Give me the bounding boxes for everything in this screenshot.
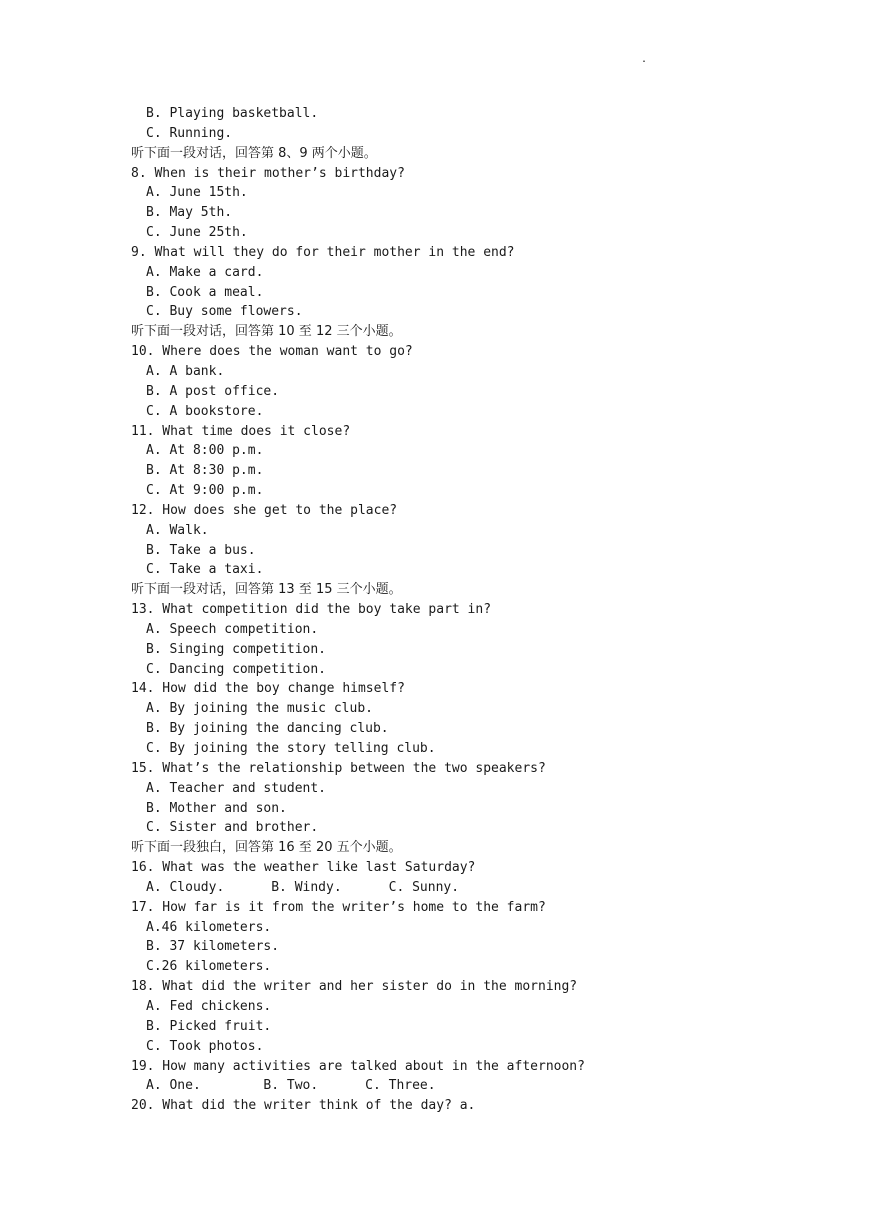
question-text: 11. What time does it close? (131, 423, 351, 439)
question-text: 8. When is their mother’s birthday? (131, 165, 405, 181)
answer-option: B. 37 kilometers. (146, 939, 280, 955)
question-text: 18. What did the writer and her sister do in the morning? (131, 979, 578, 995)
answer-option: A. At 8:00 p.m. (146, 443, 264, 459)
question-text: 17. How far is it from the writer’s home to the farm? (131, 899, 546, 915)
answer-option: B. May 5th. (146, 205, 233, 221)
answer-option: A.46 kilometers. (146, 919, 272, 935)
question-text: 13. What competition did the boy take part in? (131, 602, 492, 618)
answer-option: B. Mother and son. (146, 800, 287, 816)
answer-option: A. By joining the music club. (146, 701, 373, 717)
section-instruction: 听下面一段对话，回答第 10 至 12 三个小题。 (131, 324, 402, 340)
answer-option: A. Cloudy. B. Windy. C. Sunny. (146, 879, 460, 895)
answer-option: C.26 kilometers. (146, 959, 272, 975)
answer-option: C. Running. (146, 125, 233, 141)
question-text: 19. How many activities are talked about in the afternoon? (131, 1058, 585, 1074)
answer-option: C. By joining the story telling club. (146, 741, 436, 756)
question-text: 20. What did the writer think of the day? a. (131, 1098, 476, 1114)
answer-option: C. At 9:00 p.m. (146, 483, 264, 499)
answer-option: C. Took photos. (146, 1038, 264, 1054)
question-text: 12. How does she get to the place? (131, 502, 398, 518)
section-instruction: 听下面一段对话，回答第 13 至 15 三个小题。 (131, 582, 402, 598)
answer-option: A. A bank. (146, 363, 225, 379)
answer-option: A. Fed chickens. (146, 998, 272, 1014)
answer-option: B. Cook a meal. (146, 284, 264, 300)
answer-option: A. June 15th. (146, 185, 248, 201)
question-text: 9. What will they do for their mother in the end? (131, 244, 515, 260)
question-text: 10. Where does the woman want to go? (131, 344, 413, 360)
answer-option: C. June 25th. (146, 225, 248, 241)
answer-option: A. Walk. (146, 522, 209, 538)
answer-option: C. A bookstore. (146, 403, 264, 419)
answer-option: B. Picked fruit. (146, 1018, 272, 1034)
answer-option: A. Speech competition. (146, 621, 319, 637)
section-instruction: 听下面一段独白，回答第 16 至 20 五个小题。 (131, 840, 402, 856)
question-text: 15. What’s the relationship between the two speakers? (131, 760, 546, 776)
answer-option: C. Buy some flowers. (146, 304, 303, 320)
answer-option: B. Singing competition. (146, 641, 327, 657)
question-text: 14. How did the boy change himself? (131, 681, 405, 697)
answer-option: B. At 8:30 p.m. (146, 463, 264, 479)
answer-option: B. Take a bus. (146, 542, 256, 558)
answer-option: A. Teacher and student. (146, 780, 327, 796)
question-text: 16. What was the weather like last Saturday? (131, 860, 476, 876)
answer-option: C. Dancing competition. (146, 661, 327, 677)
answer-option: C. Take a taxi. (146, 562, 264, 578)
answer-option: A. One. B. Two. C. Three. (146, 1078, 436, 1094)
answer-option: B. Playing basketball. (146, 106, 319, 121)
page-dot-mark: . (641, 54, 648, 65)
section-instruction: 听下面一段对话，回答第 8、9 两个小题。 (131, 145, 377, 161)
answer-option: A. Make a card. (146, 264, 264, 280)
answer-option: B. A post office. (146, 383, 280, 399)
answer-option: C. Sister and brother. (146, 820, 319, 836)
answer-option: B. By joining the dancing club. (146, 721, 389, 737)
listening-questions (131, 104, 831, 1116)
